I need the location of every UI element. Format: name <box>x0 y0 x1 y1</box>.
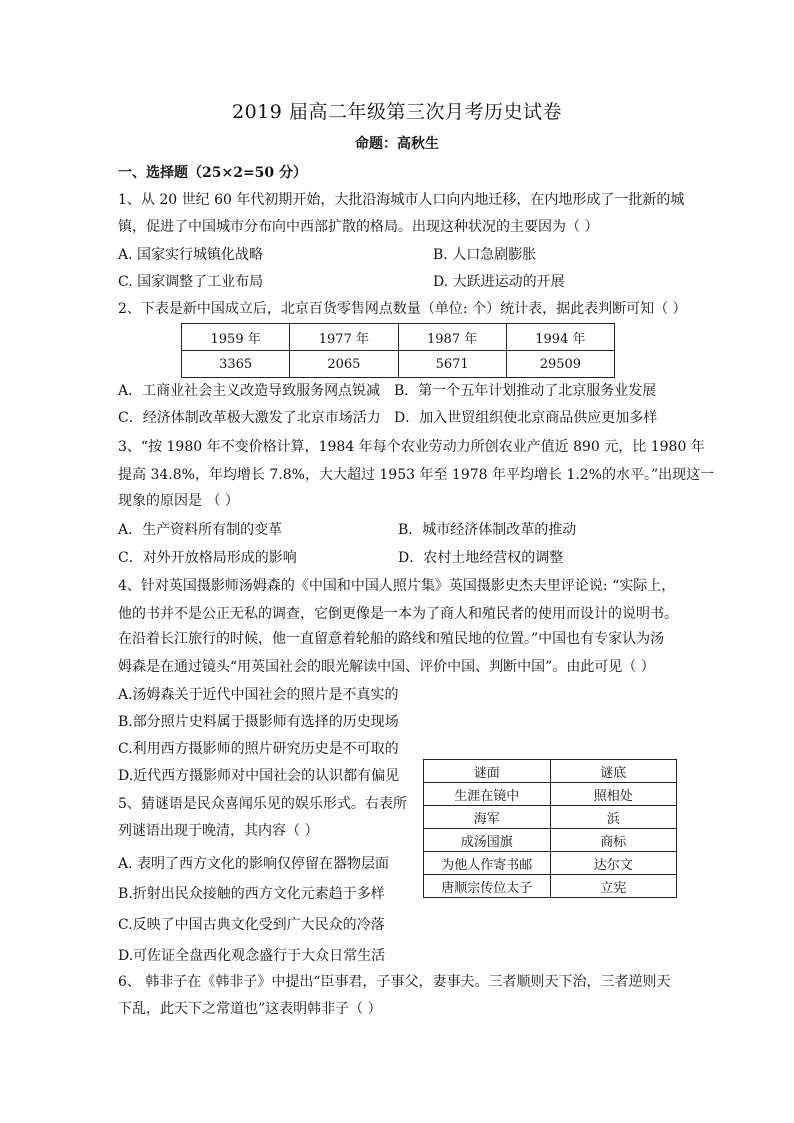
table-cell: 唐顺宗传位太子 <box>424 875 551 898</box>
author-line: 命题：高秋生 <box>355 136 439 152</box>
q3-stem-line: 3、“按 1980 年不变价格计算，1984 年每个农业劳动力所创农业产值近 890 元，比 1980 年 <box>118 439 705 455</box>
table-cell: 海军 <box>424 806 551 829</box>
q1-option-c: C. 国家调整了工业布局 <box>118 274 264 290</box>
q5-option-b: B.折射出民众接触的西方文化元素趋于多样 <box>118 886 385 902</box>
q1-stem-line: 镇，促进了中国城市分布向中西部扩散的格局。出现这种状况的主要因为（ ） <box>118 219 599 235</box>
table-cell: 生涯在镜中 <box>424 783 551 806</box>
q4-stem-line: 在沿着长江旅行的时候，他一直留意着轮船的路线和殖民地的位置。”中国也有专家认为汤 <box>118 631 665 647</box>
exam-title: 2019 届高二年级第三次月考历史试卷 <box>232 101 562 123</box>
table-cell: 3365 <box>182 351 290 378</box>
table-cell: 5671 <box>398 351 506 378</box>
q1-option-b: B. 人口急剧膨胀 <box>433 247 537 263</box>
q4-stem-line: 他的书并不是公正无私的调查，它倒更像是一本为了商人和殖民者的使用而设计的说明书。 <box>118 606 678 622</box>
table-header-cell: 1994 年 <box>506 324 614 351</box>
q6-stem-line: 6、 韩非子在《韩非子》中提出“臣事君，子事父，妻事夫。三者顺则天下治，三者逆则天 <box>118 974 671 990</box>
table-cell: 浜 <box>550 806 677 829</box>
table-row <box>424 783 677 806</box>
table-cell: 商标 <box>550 829 677 852</box>
q4-option-b: B.部分照片史料属于摄影师有选择的历史现场 <box>118 714 399 730</box>
q2-option-c: C．经济体制改革极大激发了北京市场活力 <box>118 410 381 426</box>
q3-option-b: B．城市经济体制改革的推动 <box>398 522 577 538</box>
table-cell: 为他人作寄书邮 <box>424 852 551 875</box>
table-cell: 29509 <box>506 351 614 378</box>
q2-stem: 2、下表是新中国成立后，北京百货零售网点数量（单位: 个）统计表，据此表判断可知（ ） <box>118 301 687 317</box>
q4-option-a: A.汤姆森关于近代中国社会的照片是不真实的 <box>118 687 399 703</box>
table-row <box>424 852 677 875</box>
table-cell: 成汤国旗 <box>424 829 551 852</box>
table-header-row <box>182 324 615 351</box>
q3-stem-line: 提高 34.8%，年均增长 7.8%，大大超过 1953 年至 1978 年平均增长 1.2%的水平。”出现这一 <box>118 467 715 483</box>
table-row <box>424 829 677 852</box>
table-cell: 照相处 <box>550 783 677 806</box>
q5-option-a: A. 表明了西方文化的影响仅停留在器物层面 <box>118 856 390 872</box>
q2-option-b: B．第一个五年计划推动了北京服务业发展 <box>394 383 657 399</box>
table-cell: 立宪 <box>550 875 677 898</box>
q2-option-a: A．工商业社会主义改造导致服务网点锐减 <box>118 383 381 399</box>
q4-option-c: C.利用西方摄影师的照片研究历史是不可取的 <box>118 741 399 757</box>
table-header-cell: 1977 年 <box>290 324 398 351</box>
q4-option-d: D.近代西方摄影师对中国社会的认识都有偏见 <box>118 768 400 784</box>
q3-option-c: C．对外开放格局形成的影响 <box>118 550 297 566</box>
section-heading: 一、选择题（25×2=50 分） <box>118 165 308 181</box>
q1-option-a: A. 国家实行城镇化战略 <box>118 247 264 263</box>
table-row <box>424 875 677 898</box>
q5-option-d: D.可佐证全盘西化观念盛行于大众日常生活 <box>118 948 386 964</box>
table-header-cell: 1959 年 <box>182 324 290 351</box>
q2-data-table <box>181 323 615 378</box>
table-header-cell: 谜面 <box>424 760 551 783</box>
q3-option-d: D．农村土地经营权的调整 <box>398 550 564 566</box>
table-header-row <box>424 760 677 783</box>
table-row <box>424 806 677 829</box>
table-cell: 2065 <box>290 351 398 378</box>
q4-stem-line: 4、针对英国摄影师汤姆森的《中国和中国人照片集》英国摄影史杰夫里评论说: “实际上， <box>118 578 676 594</box>
table-row <box>182 351 615 378</box>
q6-stem-line: 下乱，此天下之常道也”这表明韩非子（ ） <box>118 1001 382 1017</box>
table-header-cell: 1987 年 <box>398 324 506 351</box>
table-cell: 达尔文 <box>550 852 677 875</box>
q2-option-d: D．加入世贸组织使北京商品供应更加多样 <box>394 410 658 426</box>
q5-stem-line: 5、猜谜语是民众喜闻乐见的娱乐形式。右表所 <box>118 796 407 812</box>
q3-stem-line: 现象的原因是 （ ） <box>118 493 239 509</box>
table-header-cell: 谜底 <box>550 760 677 783</box>
q1-stem-line: 1、从 20 世纪 60 年代初期开始，大批沿海城市人口向内地迁移，在内地形成了一批新的城 <box>118 192 685 208</box>
q4-stem-line: 姆森是在通过镜头“用英国社会的眼光解读中国、评价中国、判断中国”。由此可见（ ） <box>118 659 655 675</box>
q3-option-a: A．生产资料所有制的变革 <box>118 522 283 538</box>
q1-option-d: D. 大跃进运动的开展 <box>433 274 565 290</box>
q5-stem-line: 列谜语出现于晚清，其内容（ ） <box>118 823 319 839</box>
q5-option-c: C.反映了中国古典文化受到广大民众的冷落 <box>118 917 385 933</box>
q5-riddle-table <box>423 759 677 898</box>
